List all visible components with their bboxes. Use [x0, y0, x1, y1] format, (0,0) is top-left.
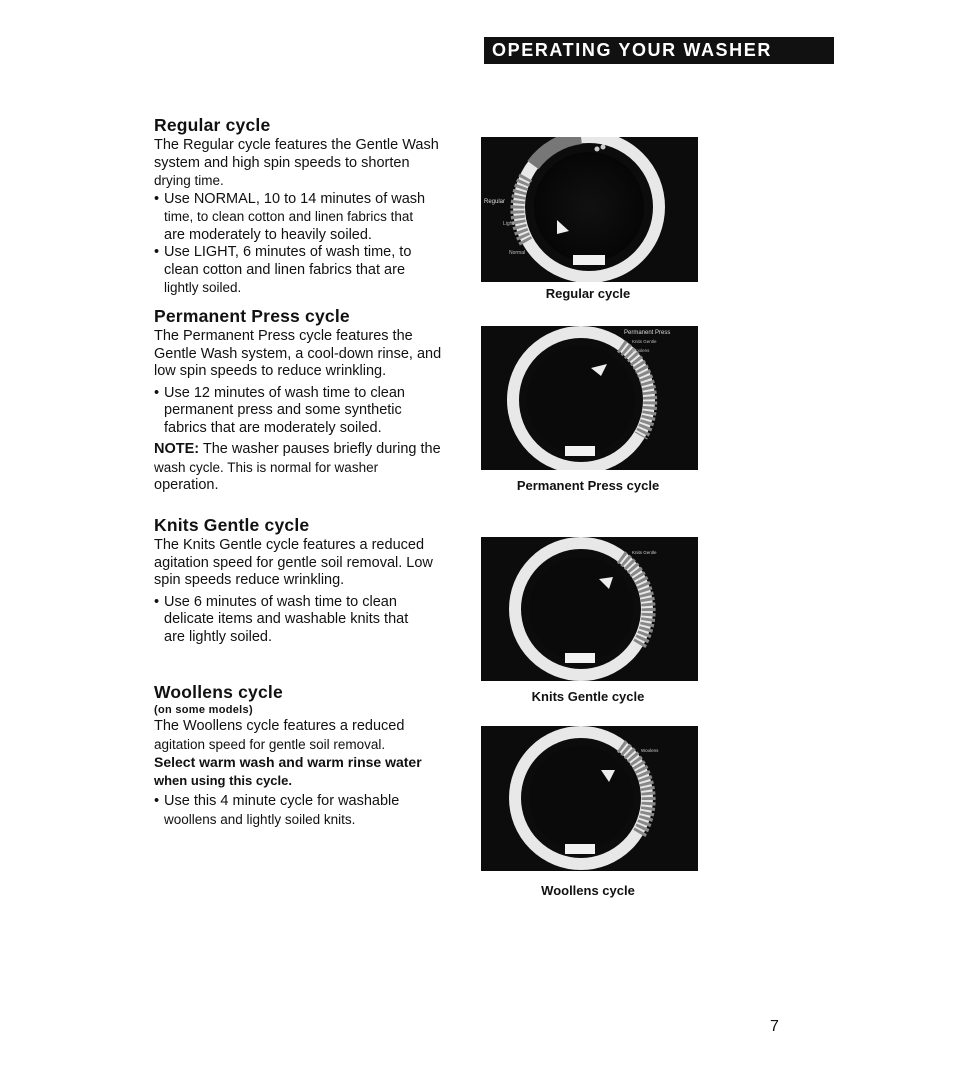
dial-label-light: Light — [503, 221, 514, 227]
woollens-intro-line-2: agitation speed for gentle soil removal. — [154, 736, 386, 752]
woollens-intro — [154, 718, 464, 754]
dial-pointer-base — [565, 844, 595, 854]
knits-gentle-dial-photo — [481, 537, 698, 681]
woollens-heading: Woollens cycle — [154, 682, 283, 702]
knits-bullet-line-3: are lightly soiled. — [164, 628, 272, 645]
regular-bullet-2-line-1: Use LIGHT, 6 minutes of wash time, to — [164, 244, 412, 260]
regular-bullet-2-line-3: lightly soiled. — [164, 280, 242, 295]
woollens-bold-line-2: when using this cycle. — [154, 772, 292, 788]
permanent-intro — [154, 328, 464, 381]
dial-pointer-base — [565, 446, 595, 456]
regular-bullet-1-line-1: Use NORMAL, 10 to 14 minutes of wash — [164, 190, 426, 207]
woollens-bold-line-1: Select warm wash and warm rinse water — [154, 754, 422, 770]
page-number: 7 — [770, 1018, 779, 1035]
woollens-bullets — [154, 793, 464, 829]
knits-gentle-section — [154, 515, 464, 646]
dial-label-knits-gentle: Knits Gentle — [632, 339, 657, 344]
knits-intro-line-2: agitation speed for gentle soil removal. Low — [154, 554, 433, 571]
dial-knob — [529, 557, 633, 661]
woollens-bullet-line-1: Use this 4 minute cycle for washable — [164, 793, 400, 809]
knits-bullet — [154, 594, 464, 647]
permanent-press-section — [154, 306, 464, 495]
knits-intro-line-3: spin speeds reduce wrinkling. — [154, 572, 345, 588]
permanent-bullet-line-2: permanent press and some synthetic — [164, 402, 402, 418]
regular-cycle-heading: Regular cycle — [154, 115, 271, 135]
regular-bullet-1-line-3: are moderately to heavily soiled. — [164, 226, 372, 243]
permanent-bullet-line-3: fabrics that are moderately soiled. — [164, 419, 382, 436]
permanent-press-caption: Permanent Press cycle — [516, 478, 660, 493]
woollens-section — [154, 682, 464, 829]
knits-gentle-heading: Knits Gentle cycle — [154, 515, 310, 535]
permanent-press-dial-photo — [481, 326, 698, 470]
woollens-bullet — [154, 793, 464, 829]
knits-bullets — [154, 594, 464, 647]
regular-bullet-normal — [154, 191, 464, 245]
woollens-dial-photo — [481, 726, 698, 871]
permanent-bullet — [154, 385, 464, 438]
regular-intro-line-1: The Regular cycle features the Gentle Wash — [154, 137, 439, 153]
permanent-note — [154, 441, 464, 495]
regular-intro-line-3: drying time. — [154, 173, 224, 188]
woollens-subtitle: (on some models) — [154, 704, 253, 716]
permanent-intro-line-2: Gentle Wash system, a cool-down rinse, and — [154, 345, 442, 362]
regular-intro — [154, 137, 464, 191]
regular-bullet-1-line-2: time, to clean cotton and linen fabrics that — [164, 209, 414, 224]
regular-bullet-light — [154, 244, 464, 298]
woollens-bullet-line-2: woollens and lightly soiled knits. — [164, 811, 356, 827]
dial-knob — [534, 152, 644, 262]
dial-label-woolens: Woolens — [632, 348, 650, 353]
knits-bullet-line-1: Use 6 minutes of wash time to clean — [164, 593, 397, 610]
permanent-press-heading: Permanent Press cycle — [154, 306, 350, 326]
woollens-intro-line-1: The Woollens cycle features a reduced — [154, 718, 405, 734]
dial-label-regular: Regular — [484, 199, 506, 205]
permanent-bullets — [154, 385, 464, 438]
note-line-3: operation. — [154, 477, 219, 493]
dial-label-knits-gentle: Knits Gentle — [632, 550, 657, 555]
woollens-caption: Woollens cycle — [541, 883, 635, 898]
woollens-warm-water-note — [154, 754, 464, 789]
note-label: NOTE: — [154, 441, 200, 457]
permanent-intro-line-1: The Permanent Press cycle features the — [154, 328, 413, 344]
knits-intro — [154, 537, 464, 590]
dial-knob — [527, 346, 635, 454]
regular-cycle-caption: Regular cycle — [545, 286, 631, 301]
knits-gentle-caption: Knits Gentle cycle — [531, 689, 645, 704]
regular-cycle-dial-photo — [481, 137, 698, 282]
note-line-1: The washer pauses briefly during the — [202, 441, 441, 457]
section-banner: OPERATING YOUR WASHER — [484, 37, 834, 64]
knits-intro-line-1: The Knits Gentle cycle features a reduced — [154, 537, 425, 553]
dial-pointer-base — [565, 653, 595, 663]
regular-bullets — [154, 191, 464, 298]
dial-knob — [529, 746, 633, 850]
knits-bullet-line-2: delicate items and washable knits that — [164, 611, 409, 627]
regular-intro-line-2: system and high spin speeds to shorten — [154, 154, 410, 171]
dial-pointer-base — [573, 255, 605, 265]
note-line-2: wash cycle. This is normal for washer — [154, 459, 379, 475]
regular-bullet-2-line-2: clean cotton and linen fabrics that are — [164, 261, 406, 278]
dial-label-normal: Normal — [509, 250, 526, 256]
regular-cycle-section — [154, 115, 464, 298]
permanent-bullet-line-1: Use 12 minutes of wash time to clean — [164, 384, 405, 401]
permanent-intro-line-3: low spin speeds to reduce wrinkling. — [154, 363, 387, 379]
dial-label-permanent-press: Permanent Press — [624, 330, 671, 336]
dial-label-woolens: Woolens — [641, 748, 659, 753]
